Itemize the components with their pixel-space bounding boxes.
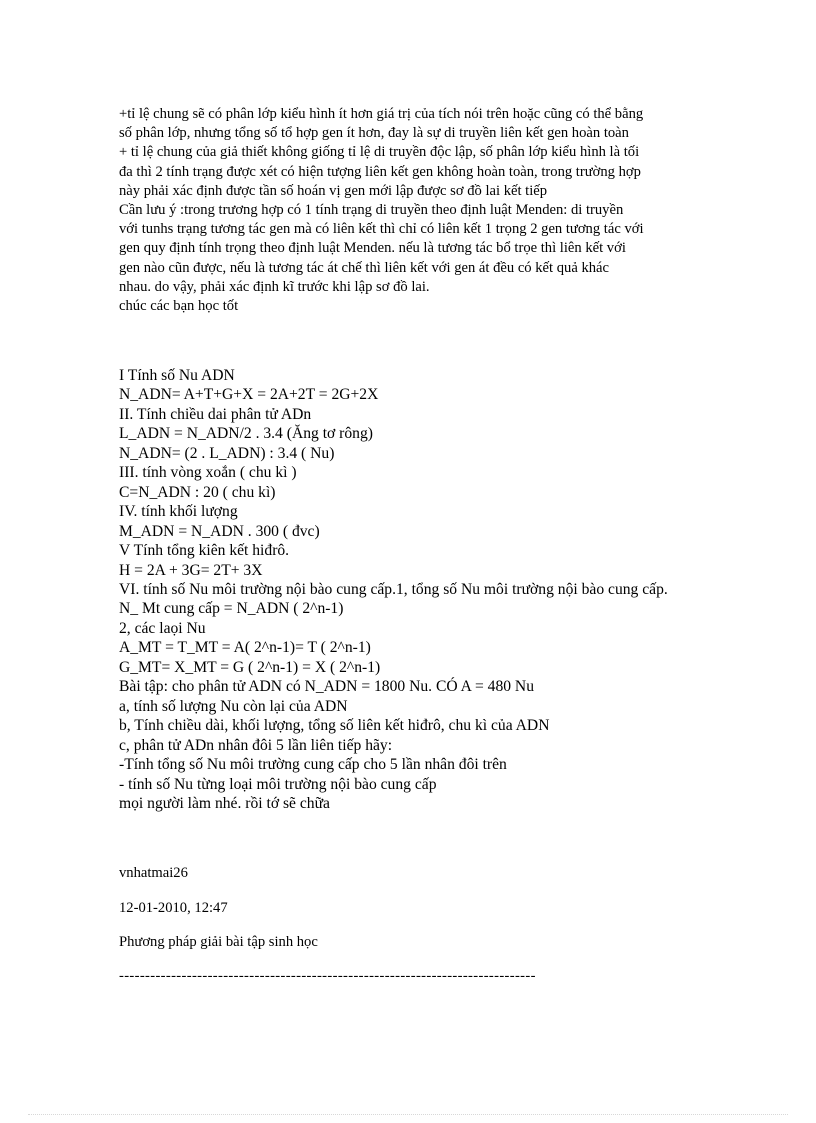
text-line: số phân lớp, nhưng tổng số tổ hợp gen ít hơn, đay là sự di truyền liên kết gen hoàn toàn — [119, 125, 629, 142]
section-heading: III. tính vòng xoắn ( chu kì ) — [119, 464, 297, 482]
formula-line: L_ADN = N_ADN/2 . 3.4 (Ăng tơ rông) — [119, 425, 373, 443]
exercise-line: mọi người làm nhé. rồi tớ sẽ chữa — [119, 794, 330, 812]
text-line: nhau. do vậy, phải xác định kĩ trước khi lập sơ đồ lai. — [119, 278, 430, 295]
exercise-line: c, phân tử ADn nhân đôi 5 lần liên tiếp hãy: — [119, 736, 393, 754]
formula-section — [119, 366, 719, 813]
formula-line: C=N_ADN : 20 ( chu kì) — [119, 483, 276, 501]
formula-line: M_ADN = N_ADN . 300 ( đvc) — [119, 522, 320, 540]
formula-line: A_MT = T_MT = A( 2^n-1)= T ( 2^n-1) — [119, 639, 371, 657]
post-author: vnhatmai26 — [119, 865, 188, 881]
text-line: với tunhs trạng tương tác gen mà có liên kết thì chỉ có liên kết 1 trọng 2 gen tương tác với — [119, 221, 644, 238]
exercise-line: Bài tập: cho phân tử ADN có N_ADN = 1800 Nu. CÓ A = 480 Nu — [119, 678, 534, 696]
formula-line: G_MT= X_MT = G ( 2^n-1) = X ( 2^n-1) — [119, 658, 381, 676]
post-date: 12-01-2010, 12:47 — [119, 900, 228, 916]
page-bottom-border — [28, 1114, 788, 1115]
text-line: đa thì 2 tính trạng được xét có hiện tượng liên kết gen không hoàn toàn, trong trường hợp — [119, 163, 641, 180]
text-line: Cần lưu ý :trong trương hợp có 1 tính trạng di truyền theo định luật Menden: di truyền — [119, 202, 624, 219]
section-heading: II. Tính chiều dai phân tử ADn — [119, 405, 312, 423]
text-line: này phải xác định được tần số hoán vị gen mới lập được sơ đồ lai kết tiếp — [119, 182, 548, 199]
formula-line: H = 2A + 3G= 2T+ 3X — [119, 561, 263, 579]
closing-line: chúc các bạn học tốt — [119, 298, 239, 315]
formula-line: N_ADN= A+T+G+X = 2A+2T = 2G+2X — [119, 386, 379, 404]
exercise-line: b, Tính chiều dài, khối lượng, tổng số liên kết hiđrô, chu kì của ADN — [119, 717, 550, 735]
separator-line: -------------------------------------------------------------------------------- — [119, 968, 536, 984]
exercise-line: - tính số Nu từng loại môi trường nội bào cung cấp — [119, 775, 437, 793]
intro-paragraph — [119, 105, 719, 316]
text-line: + tỉ lệ chung của giả thiết không giống tỉ lệ di truyền độc lập, số phân lớp kiểu hình là tối — [119, 144, 640, 161]
exercise-line: -Tính tổng số Nu môi trường cung cấp cho 5 lần nhân đôi trên — [119, 756, 507, 774]
section-heading: IV. tính khối lượng — [119, 503, 238, 521]
formula-line: N_ADN= (2 . L_ADN) : 3.4 ( Nu) — [119, 444, 335, 462]
post-title: Phương pháp giải bài tập sinh học — [119, 934, 318, 950]
section-heading: I Tính số Nu ADN — [119, 367, 235, 384]
text-line: gen nào cũn được, nếu là tương tác át chế thì liên kết với gen át đều có kết quả khác — [119, 259, 609, 276]
text-line: +tỉ lệ chung sẽ có phân lớp kiểu hình ít hơn giá trị của tích nói trên hoặc cũng có thể bằng — [119, 106, 644, 122]
section-heading: 2, các laọi Nu — [119, 619, 206, 637]
formula-line: N_ Mt cung cấp = N_ADN ( 2^n-1) — [119, 600, 344, 618]
exercise-line: a, tính số lượng Nu còn lại của ADN — [119, 697, 348, 715]
text-line: gen quy định tính trọng theo định luật Menden. nếu là tương tác bổ trọe thì liên kết với — [119, 240, 626, 257]
section-heading: VI. tính số Nu môi trường nội bào cung cấp.1, tổng số Nu môi trường nội bào cung cấp. — [119, 580, 668, 598]
section-heading: V Tính tổng kiên kết hiđrô. — [119, 542, 290, 560]
